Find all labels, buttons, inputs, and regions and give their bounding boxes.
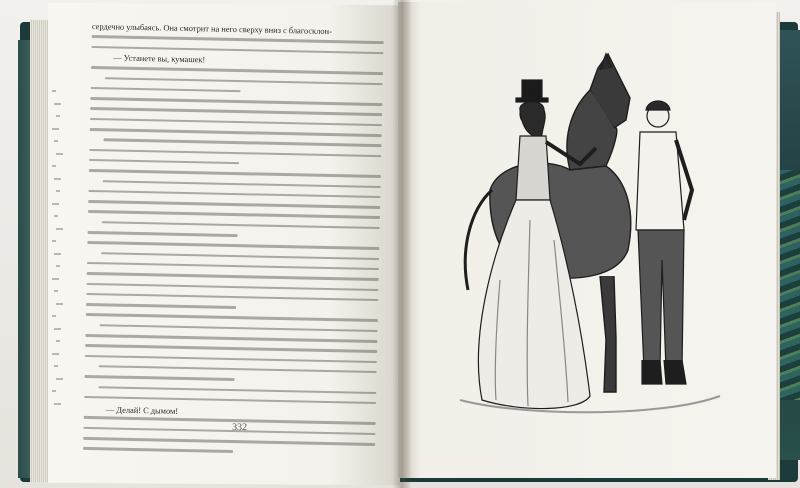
margin-number — [52, 203, 59, 205]
margin-number — [52, 278, 59, 280]
text-line — [98, 386, 376, 394]
page-number: 332 — [231, 421, 248, 434]
text-line — [88, 231, 238, 237]
illustration-woman-horse-man — [430, 40, 760, 450]
margin-number — [54, 103, 61, 105]
margin-number — [52, 390, 56, 392]
text-line — [84, 396, 376, 405]
text-line-dialogue-2: — Делай! С дымом! — [105, 405, 179, 416]
text-line — [99, 365, 377, 373]
text-line — [92, 35, 384, 44]
text-line — [86, 282, 378, 291]
text-line — [87, 241, 379, 250]
text-line — [88, 190, 380, 199]
margin-number — [56, 303, 63, 305]
margin-number — [52, 240, 56, 242]
man-figure — [636, 101, 692, 384]
text-line — [88, 210, 380, 219]
margin-number — [54, 290, 58, 292]
margin-number — [52, 353, 59, 355]
margin-line-numbers — [52, 90, 78, 420]
horse-leg-2 — [600, 276, 616, 392]
margin-number — [54, 178, 61, 180]
woman-hair — [520, 102, 545, 140]
text-line — [87, 262, 379, 271]
text-line — [90, 107, 382, 116]
text-line — [90, 118, 382, 127]
text-line — [85, 344, 377, 353]
text-line — [104, 139, 382, 147]
margin-number — [54, 403, 61, 405]
text-line — [86, 293, 378, 302]
text-line-dialogue-1: — Устанете вы, кумашек! — [113, 53, 206, 65]
margin-number — [54, 253, 61, 255]
text-line — [86, 313, 378, 322]
text-line — [85, 334, 377, 343]
margin-number — [52, 90, 56, 92]
margin-number — [56, 265, 60, 267]
margin-number — [52, 315, 56, 317]
text-line — [103, 180, 381, 188]
text-line — [83, 447, 233, 453]
margin-number — [54, 215, 58, 217]
margin-number — [54, 365, 58, 367]
woman-bodice — [516, 136, 550, 200]
margin-number — [56, 190, 60, 192]
margin-number — [56, 115, 60, 117]
man-trousers — [638, 230, 684, 370]
text-line — [91, 87, 241, 93]
margin-number — [54, 140, 58, 142]
margin-number — [52, 128, 59, 130]
text-line — [105, 77, 383, 85]
text-line — [89, 169, 381, 178]
margin-number — [56, 153, 63, 155]
text-line — [87, 272, 379, 281]
horse-tail — [465, 190, 492, 290]
text-line — [83, 437, 375, 446]
margin-number — [56, 340, 60, 342]
margin-number — [56, 228, 63, 230]
margin-number — [54, 328, 61, 330]
text-line — [91, 66, 383, 75]
text-line — [100, 324, 378, 332]
man-boots — [642, 360, 686, 384]
margin-number — [56, 378, 63, 380]
text-line — [90, 97, 382, 106]
text-line — [90, 128, 382, 137]
text-line — [85, 355, 377, 364]
text-line — [101, 252, 379, 260]
text-line — [85, 375, 235, 381]
text-line — [86, 303, 236, 309]
book-gutter — [392, 0, 412, 488]
text-line — [89, 159, 239, 165]
man-cap — [646, 101, 670, 110]
text-line — [102, 221, 380, 229]
text-line — [84, 416, 376, 425]
margin-number — [52, 165, 56, 167]
top-hat — [522, 80, 542, 100]
text-line-first: сердечно улыбаясь. Она смотрит на него сверху вниз с благосклон- — [91, 22, 332, 37]
text-line — [89, 149, 381, 158]
text-line — [88, 200, 380, 209]
left-page-text — [83, 22, 394, 468]
text-line — [83, 427, 375, 436]
